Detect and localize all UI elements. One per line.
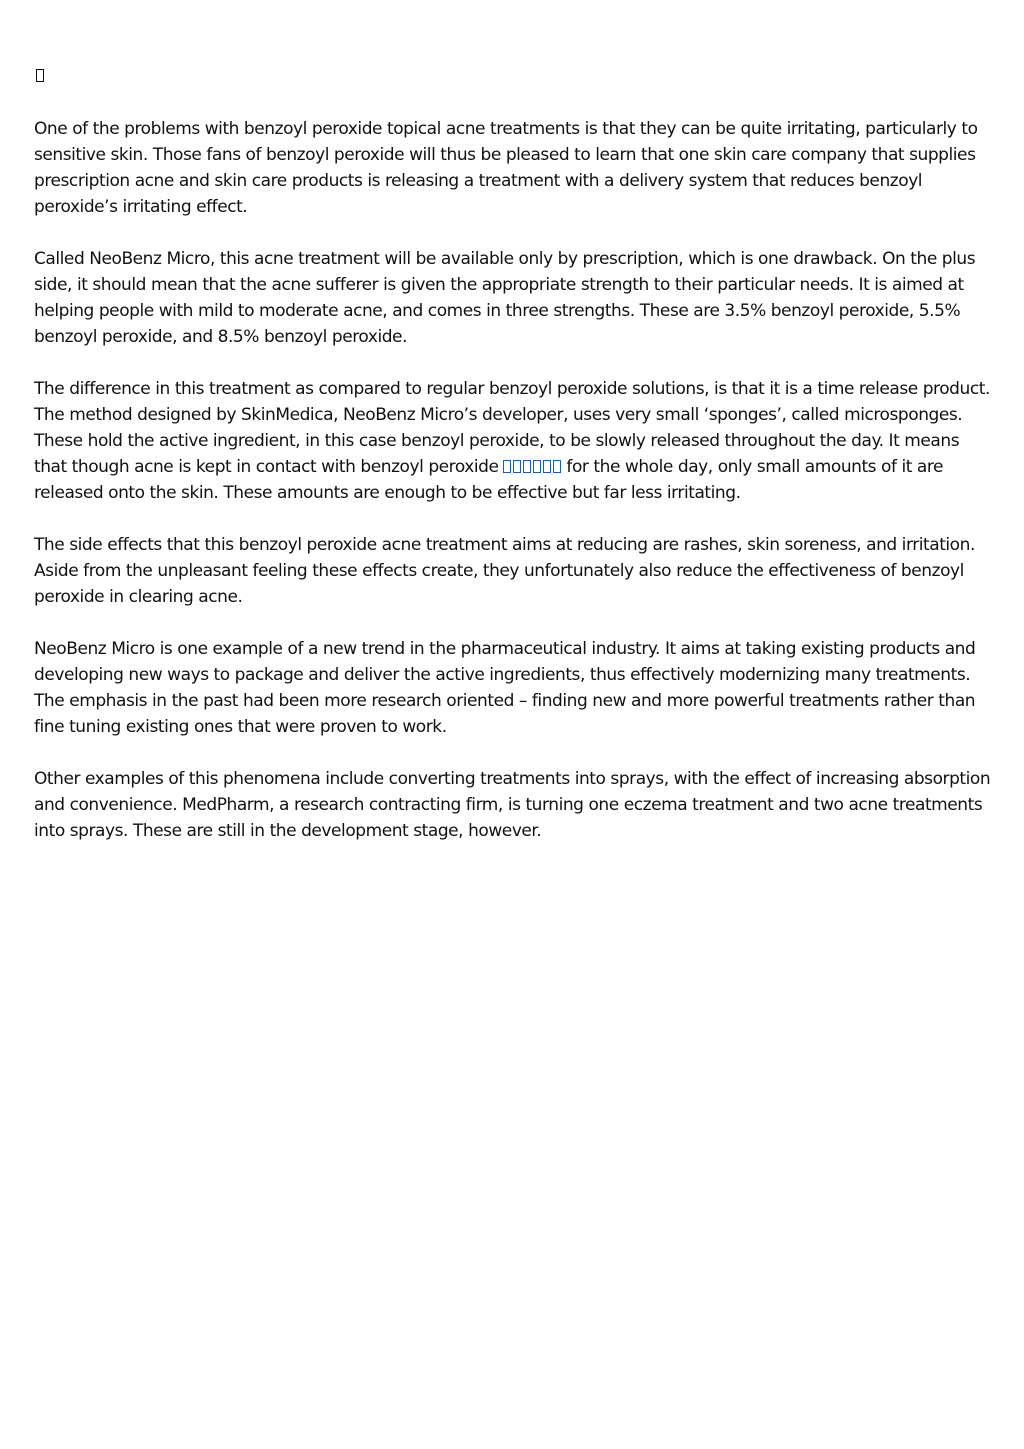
inline-link[interactable] [503,457,561,477]
paragraph-2: Called NeoBenz Micro, this acne treatment will be available only by prescription, which is one drawback. On the plus side, it should mean that the acne sufferer is given the appropriate strength to their particular needs. It is aimed at helping people with mild to moderate acne, and comes in three strengths. These are 3.5% benzoyl peroxide, 5.5% benzoyl peroxide, and 8.5% benzoyl peroxide. [34,249,976,347]
article-body [34,116,994,870]
paragraph-5: NeoBenz Micro is one example of a new trend in the pharmaceutical industry. It aims at taking existing products and developing new ways to package and deliver the active ingredients, thus effectively modernizing many treatments. The emphasis in the past had been more research oriented – finding new and more powerful treatments rather than fine tuning existing ones that were proven to work. [34,639,976,737]
missing-glyph-box-icon [36,69,44,82]
missing-glyph-box-icon [503,460,561,473]
paragraph-1: One of the problems with benzoyl peroxide topical acne treatments is that they can be quite irritating, particularly to sensitive skin. Those fans of benzoyl peroxide will thus be pleased to learn that one skin care company that supplies prescription acne and skin care products is releasing a treatment with a delivery system that reduces benzoyl peroxide’s irritating effect. [34,119,978,217]
paragraph-4: The side effects that this benzoyl peroxide acne treatment aims at reducing are rashes, skin soreness, and irritation. Aside from the unpleasant feeling these effects create, they unfortunately also reduce the effectiveness of benzoyl peroxide in clearing acne. [34,535,975,607]
paragraph-3-before-link: The difference in this treatment as compared to regular benzoyl peroxide solutions, is that it is a time release product. The method designed by SkinMedica, NeoBenz Micro’s developer, uses very small ‘sponges’, called microsponges. These hold the active ingredient, in this case benzoyl peroxide, to be slowly released throughout the day. It means that though acne is kept in contact with benzoyl peroxide [34,379,990,477]
paragraph-3-after-link: for the whole day, only small amounts of it are released onto the skin. These amounts are enough to be effective but far less irritating. [34,457,944,503]
paragraph-3 [34,376,994,506]
paragraph-6: Other examples of this phenomena include converting treatments into sprays, with the effect of increasing absorption and convenience. MedPharm, a research contracting firm, is turning one eczema treatment and two acne treatments into sprays. These are still in the development stage, however. [34,769,991,841]
